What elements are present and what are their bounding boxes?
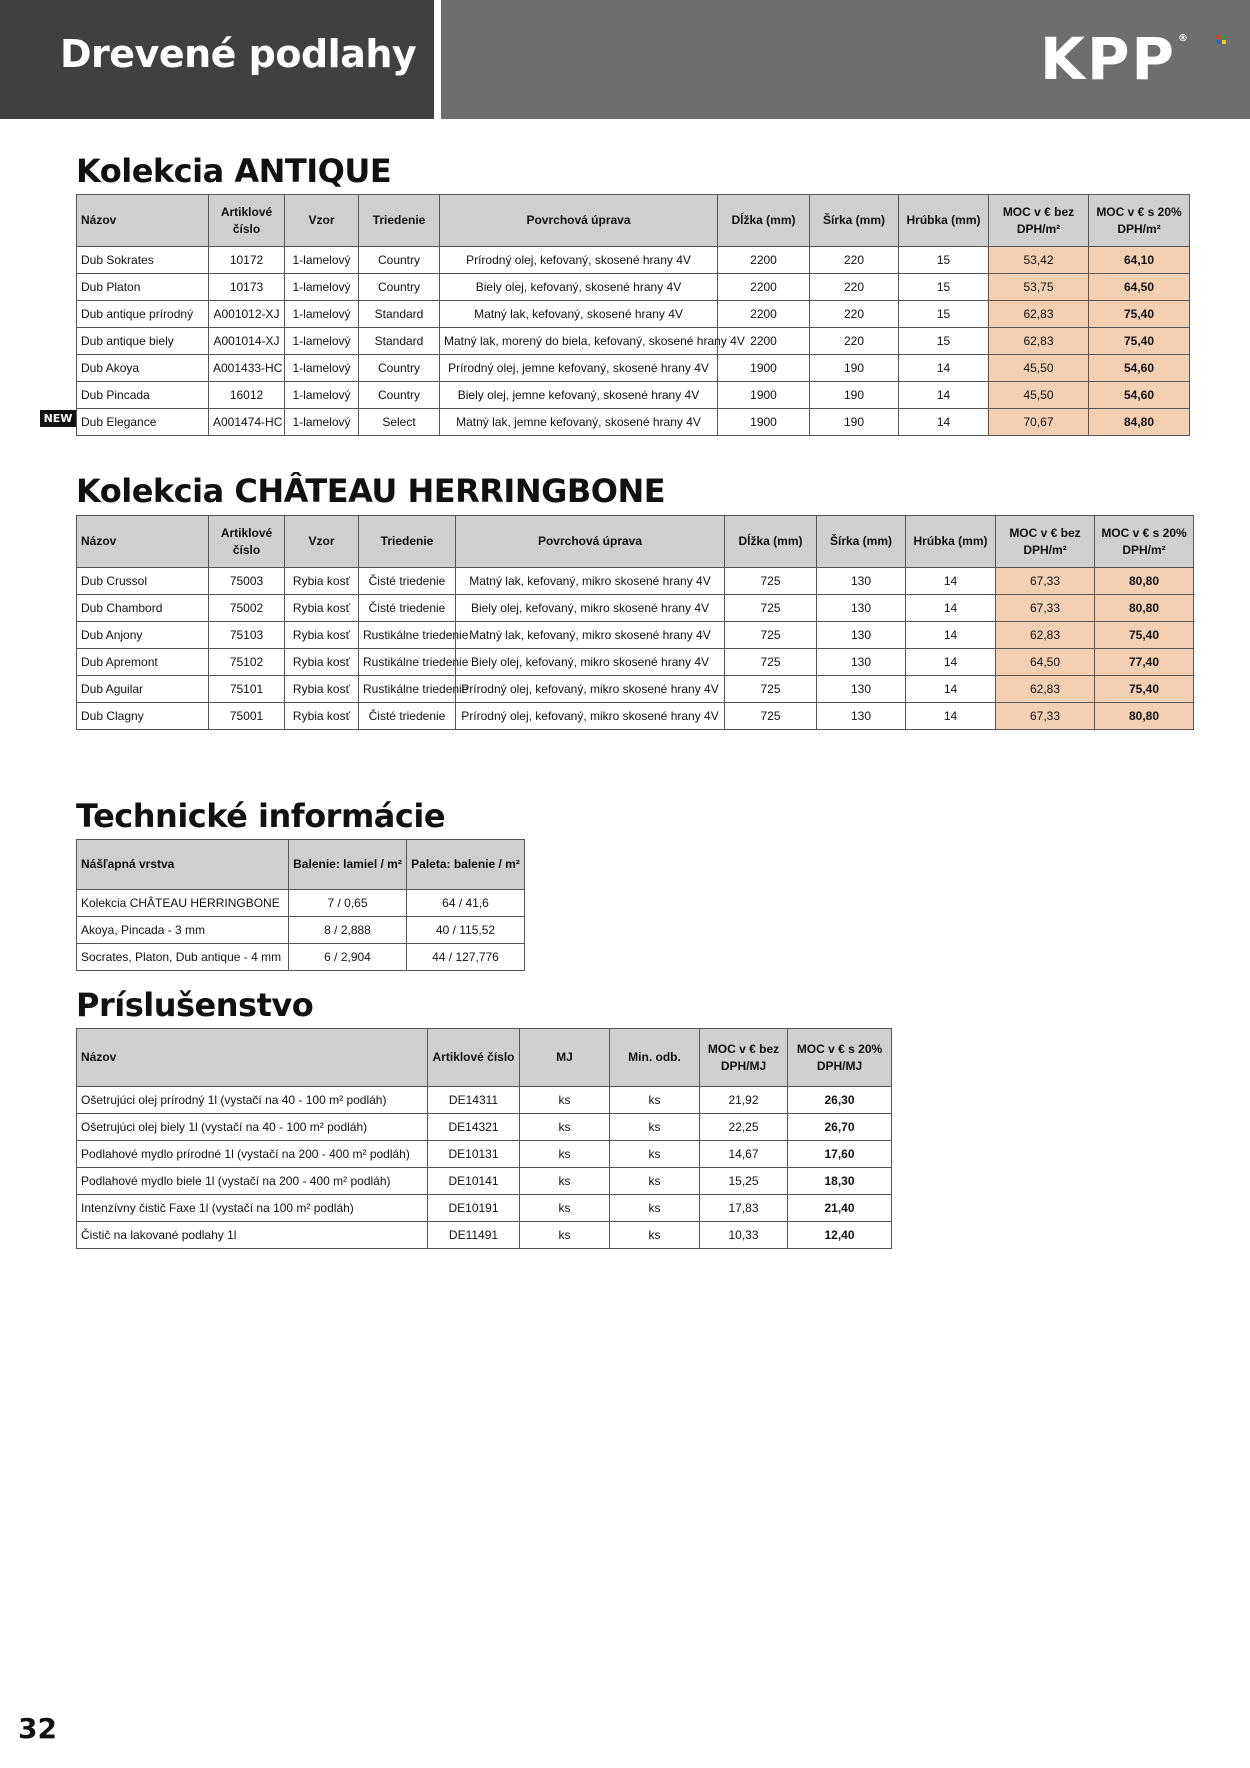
col-header-length: Dĺžka (mm) [725, 516, 817, 568]
table-cell: Prírodný olej, kefovaný, mikro skosené hrany 4V [456, 676, 725, 703]
row-name-cell: Podlahové mydlo biele 1l (vystačí na 200 - 400 m² podláh) [77, 1168, 428, 1195]
table-cell: 6 / 2,904 [289, 944, 407, 971]
table-cell: Rybia kosť [285, 568, 359, 595]
table-cell: 2200 [718, 274, 810, 301]
col-header-price-net: MOC v € bez DPH/m² [989, 195, 1089, 247]
table-cell: 725 [725, 676, 817, 703]
table-cell: 2200 [718, 301, 810, 328]
table-cell: 15 [899, 274, 989, 301]
table-cell: 75002 [209, 595, 285, 622]
table-cell: 45,50 [989, 382, 1089, 409]
table-cell: ks [520, 1168, 610, 1195]
table-row [77, 328, 1190, 355]
table-cell: 725 [725, 595, 817, 622]
table-cell: 14 [899, 409, 989, 436]
table-cell: Biely olej, kefovaný, skosené hrany 4V [440, 274, 718, 301]
page-number: 32 [18, 1712, 57, 1745]
table-cell: 62,83 [996, 622, 1095, 649]
antique-section-title: Kolekcia ANTIQUE [76, 152, 392, 190]
table-cell: 62,83 [996, 676, 1095, 703]
col-header-thickness: Hrúbka (mm) [899, 195, 989, 247]
tech-section-title: Technické informácie [76, 797, 446, 835]
table-cell: Matný lak, morený do biela, kefovaný, skosené hrany 4V [440, 328, 718, 355]
table-cell: 220 [810, 274, 899, 301]
row-name-cell: Dub Chambord [77, 595, 209, 622]
col-header-article: Artiklové číslo [428, 1029, 520, 1087]
table-cell: Rybia kosť [285, 595, 359, 622]
table-cell: 8 / 2,888 [289, 917, 407, 944]
accessories-section-title: Príslušenstvo [76, 986, 314, 1024]
table-cell: 7 / 0,65 [289, 890, 407, 917]
table-row [77, 355, 1190, 382]
table-cell: 15 [899, 301, 989, 328]
table-cell: ks [610, 1114, 700, 1141]
table-cell: 10,33 [700, 1222, 788, 1249]
table-cell: 75,40 [1095, 622, 1194, 649]
table-cell: Rybia kosť [285, 676, 359, 703]
table-cell: ks [520, 1222, 610, 1249]
table-row [77, 890, 525, 917]
table-cell: Prírodný olej, kefovaný, skosené hrany 4V [440, 247, 718, 274]
table-cell: 130 [817, 703, 906, 730]
table-cell: 10173 [209, 274, 285, 301]
table-cell: 14 [906, 568, 996, 595]
table-cell: Rustikálne triedenie [359, 676, 456, 703]
table-cell: 190 [810, 355, 899, 382]
col-header-min-order: Min. odb. [610, 1029, 700, 1087]
table-row [77, 595, 1194, 622]
table-cell: 15,25 [700, 1168, 788, 1195]
row-name-cell: Akoya, Pincada - 3 mm [77, 917, 289, 944]
table-cell: 15 [899, 247, 989, 274]
row-name-cell: Podlahové mydlo prírodné 1l (vystačí na 200 - 400 m² podláh) [77, 1141, 428, 1168]
table-cell: Rybia kosť [285, 703, 359, 730]
table-cell: 54,60 [1089, 382, 1190, 409]
table-row [77, 1168, 892, 1195]
row-name-cell: Dub Sokrates [77, 247, 209, 274]
table-cell: DE10191 [428, 1195, 520, 1222]
table-cell: A001433-HC [209, 355, 285, 382]
table-cell: 67,33 [996, 568, 1095, 595]
table-row [77, 676, 1194, 703]
table-cell: Prírodný olej, kefovaný, mikro skosené hrany 4V [456, 703, 725, 730]
table-cell: DE14311 [428, 1087, 520, 1114]
table-row [77, 1222, 892, 1249]
col-header-price-net: MOC v € bez DPH/m² [996, 516, 1095, 568]
color-dots-icon [1217, 35, 1226, 44]
row-name-cell: Čistič na lakované podlahy 1l [77, 1222, 428, 1249]
table-cell: 64,50 [1089, 274, 1190, 301]
table-cell: Rybia kosť [285, 622, 359, 649]
new-badge: NEW [40, 410, 76, 427]
row-name-cell: Intenzívny čistič Faxe 1l (vystačí na 100 m² podláh) [77, 1195, 428, 1222]
col-header-article: Artiklové číslo [209, 516, 285, 568]
herringbone-table [76, 515, 1194, 730]
table-cell: 64,10 [1089, 247, 1190, 274]
table-cell: 70,67 [989, 409, 1089, 436]
accessories-table [76, 1028, 892, 1249]
col-header-unit: MJ [520, 1029, 610, 1087]
table-row [77, 1114, 892, 1141]
table-cell: 130 [817, 595, 906, 622]
col-header-wear-layer: Nášľapná vrstva [77, 840, 289, 890]
table-cell: 17,83 [700, 1195, 788, 1222]
col-header-name: Názov [77, 195, 209, 247]
col-header-grading: Triedenie [359, 195, 440, 247]
table-cell: 1-lamelový [285, 247, 359, 274]
table-cell: 220 [810, 328, 899, 355]
table-cell: 14 [899, 355, 989, 382]
table-cell: 1-lamelový [285, 301, 359, 328]
row-name-cell: Dub Anjony [77, 622, 209, 649]
table-cell: 725 [725, 622, 817, 649]
table-cell: 2200 [718, 328, 810, 355]
table-cell: ks [610, 1168, 700, 1195]
table-row [77, 409, 1190, 436]
table-cell: ks [610, 1141, 700, 1168]
table-cell: ks [520, 1087, 610, 1114]
table-cell: Standard [359, 328, 440, 355]
table-cell: 725 [725, 649, 817, 676]
table-cell: Matný lak, kefovaný, mikro skosené hrany 4V [456, 568, 725, 595]
table-cell: Rybia kosť [285, 649, 359, 676]
table-cell: 44 / 127,776 [407, 944, 525, 971]
table-cell: 14,67 [700, 1141, 788, 1168]
table-cell: 75,40 [1089, 301, 1190, 328]
table-cell: Matný lak, kefovaný, mikro skosené hrany 4V [456, 622, 725, 649]
table-cell: 80,80 [1095, 595, 1194, 622]
table-cell: 1-lamelový [285, 409, 359, 436]
table-row [77, 1087, 892, 1114]
table-cell: Standard [359, 301, 440, 328]
col-header-price-vat: MOC v € s 20% DPH/MJ [788, 1029, 892, 1087]
row-name-cell: Dub antique prírodný [77, 301, 209, 328]
row-name-cell: Dub Akoya [77, 355, 209, 382]
table-cell: ks [610, 1087, 700, 1114]
col-header-pattern: Vzor [285, 516, 359, 568]
col-header-width: Šírka (mm) [817, 516, 906, 568]
table-cell: A001014-XJ [209, 328, 285, 355]
table-cell: 14 [906, 649, 996, 676]
table-cell: 21,40 [788, 1195, 892, 1222]
table-cell: 67,33 [996, 703, 1095, 730]
table-cell: ks [610, 1222, 700, 1249]
table-cell: 725 [725, 703, 817, 730]
table-cell: 75003 [209, 568, 285, 595]
table-cell: Rustikálne triedenie [359, 622, 456, 649]
table-cell: 64 / 41,6 [407, 890, 525, 917]
table-cell: 14 [906, 622, 996, 649]
row-name-cell: Ošetrujúci olej prírodný 1l (vystačí na 40 - 100 m² podláh) [77, 1087, 428, 1114]
table-cell: 75,40 [1095, 676, 1194, 703]
table-row [77, 917, 525, 944]
herringbone-section-title: Kolekcia CHÂTEAU HERRINGBONE [76, 472, 666, 510]
antique-table [76, 194, 1190, 436]
table-cell: 80,80 [1095, 703, 1194, 730]
table-cell: Prírodný olej, jemne kefovaný, skosené hrany 4V [440, 355, 718, 382]
table-cell: 14 [906, 703, 996, 730]
table-cell: 14 [906, 595, 996, 622]
table-cell: 220 [810, 301, 899, 328]
col-header-pattern: Vzor [285, 195, 359, 247]
table-cell: 15 [899, 328, 989, 355]
table-cell: 22,25 [700, 1114, 788, 1141]
row-name-cell: Dub Apremont [77, 649, 209, 676]
table-cell: 14 [899, 382, 989, 409]
table-cell: 26,70 [788, 1114, 892, 1141]
table-cell: 40 / 115,52 [407, 917, 525, 944]
table-cell: 16012 [209, 382, 285, 409]
row-name-cell: Dub Pincada [77, 382, 209, 409]
table-cell: 21,92 [700, 1087, 788, 1114]
table-row [77, 703, 1194, 730]
table-cell: ks [520, 1195, 610, 1222]
col-header-finish: Povrchová úprava [440, 195, 718, 247]
table-cell: A001012-XJ [209, 301, 285, 328]
table-row [77, 649, 1194, 676]
col-header-length: Dĺžka (mm) [718, 195, 810, 247]
table-cell: ks [520, 1114, 610, 1141]
table-row [77, 944, 525, 971]
col-header-price-net: MOC v € bez DPH/MJ [700, 1029, 788, 1087]
table-cell: DE14321 [428, 1114, 520, 1141]
table-cell: 1-lamelový [285, 355, 359, 382]
table-cell: 75102 [209, 649, 285, 676]
table-cell: Select [359, 409, 440, 436]
table-cell: 1-lamelový [285, 328, 359, 355]
col-header-price-vat: MOC v € s 20% DPH/m² [1095, 516, 1194, 568]
table-cell: ks [520, 1141, 610, 1168]
logo-registered-mark: ® [1177, 33, 1190, 44]
table-cell: 53,42 [989, 247, 1089, 274]
table-cell: 67,33 [996, 595, 1095, 622]
col-header-pallet: Paleta: balenie / m² [407, 840, 525, 890]
table-cell: 26,30 [788, 1087, 892, 1114]
logo-text: KPP [1040, 25, 1176, 93]
table-cell: 12,40 [788, 1222, 892, 1249]
table-cell: Country [359, 274, 440, 301]
table-cell: DE10141 [428, 1168, 520, 1195]
table-cell: Country [359, 247, 440, 274]
table-cell: Country [359, 355, 440, 382]
table-cell: 64,50 [996, 649, 1095, 676]
table-cell: 190 [810, 382, 899, 409]
table-cell: 62,83 [989, 328, 1089, 355]
table-row [77, 274, 1190, 301]
table-row [77, 1141, 892, 1168]
col-header-width: Šírka (mm) [810, 195, 899, 247]
table-cell: 54,60 [1089, 355, 1190, 382]
kpp-logo [1040, 25, 1190, 93]
row-name-cell: Dub Platon [77, 274, 209, 301]
row-name-cell: Kolekcia CHÂTEAU HERRINGBONE [77, 890, 289, 917]
tech-info-table [76, 839, 525, 971]
table-row [77, 568, 1194, 595]
table-cell: 1900 [718, 409, 810, 436]
col-header-name: Názov [77, 516, 209, 568]
col-header-thickness: Hrúbka (mm) [906, 516, 996, 568]
table-cell: 84,80 [1089, 409, 1190, 436]
col-header-article: Artiklové číslo [209, 195, 285, 247]
table-cell: 17,60 [788, 1141, 892, 1168]
table-cell: 53,75 [989, 274, 1089, 301]
table-cell: 75103 [209, 622, 285, 649]
table-cell: 18,30 [788, 1168, 892, 1195]
table-cell: Country [359, 382, 440, 409]
table-row [77, 382, 1190, 409]
row-name-cell: Socrates, Platon, Dub antique - 4 mm [77, 944, 289, 971]
col-header-finish: Povrchová úprava [456, 516, 725, 568]
table-cell: 725 [725, 568, 817, 595]
table-row [77, 1195, 892, 1222]
table-cell: Biely olej, jemne kefovaný, skosené hrany 4V [440, 382, 718, 409]
table-cell: Čisté triedenie [359, 568, 456, 595]
table-row [77, 622, 1194, 649]
table-cell: 130 [817, 676, 906, 703]
col-header-package: Balenie: lamiel / m² [289, 840, 407, 890]
table-cell: 130 [817, 649, 906, 676]
table-cell: 220 [810, 247, 899, 274]
col-header-name: Názov [77, 1029, 428, 1087]
table-cell: Rustikálne triedenie [359, 649, 456, 676]
header-bar-left [0, 0, 434, 119]
table-cell: Matný lak, kefovaný, skosené hrany 4V [440, 301, 718, 328]
row-name-cell: Dub Clagny [77, 703, 209, 730]
table-cell: 1900 [718, 382, 810, 409]
row-name-cell: Dub Elegance [77, 409, 209, 436]
table-cell: 62,83 [989, 301, 1089, 328]
table-cell: 75,40 [1089, 328, 1190, 355]
table-cell: 2200 [718, 247, 810, 274]
table-cell: Biely olej, kefovaný, mikro skosené hrany 4V [456, 649, 725, 676]
table-cell: ks [610, 1195, 700, 1222]
table-cell: A001474-HC [209, 409, 285, 436]
table-cell: 75001 [209, 703, 285, 730]
table-cell: Biely olej, kefovaný, mikro skosené hrany 4V [456, 595, 725, 622]
col-header-price-vat: MOC v € s 20% DPH/m² [1089, 195, 1190, 247]
table-cell: 190 [810, 409, 899, 436]
table-cell: Čisté triedenie [359, 703, 456, 730]
table-cell: 14 [906, 676, 996, 703]
table-cell: DE10131 [428, 1141, 520, 1168]
col-header-grading: Triedenie [359, 516, 456, 568]
table-cell: 130 [817, 622, 906, 649]
table-cell: 1-lamelový [285, 274, 359, 301]
table-cell: 80,80 [1095, 568, 1194, 595]
row-name-cell: Ošetrujúci olej biely 1l (vystačí na 40 - 100 m² podláh) [77, 1114, 428, 1141]
table-cell: Matný lak, jemne kefovaný, skosené hrany 4V [440, 409, 718, 436]
row-name-cell: Dub Aguilar [77, 676, 209, 703]
table-cell: Čisté triedenie [359, 595, 456, 622]
page-title: Drevené podlahy [60, 32, 417, 76]
table-cell: 1-lamelový [285, 382, 359, 409]
table-cell: 1900 [718, 355, 810, 382]
table-cell: 75101 [209, 676, 285, 703]
table-cell: DE11491 [428, 1222, 520, 1249]
header-bar-right [441, 0, 1250, 119]
table-cell: 77,40 [1095, 649, 1194, 676]
table-row [77, 301, 1190, 328]
table-cell: 130 [817, 568, 906, 595]
row-name-cell: Dub Crussol [77, 568, 209, 595]
table-row [77, 247, 1190, 274]
table-cell: 45,50 [989, 355, 1089, 382]
table-cell: 10172 [209, 247, 285, 274]
row-name-cell: Dub antique biely [77, 328, 209, 355]
